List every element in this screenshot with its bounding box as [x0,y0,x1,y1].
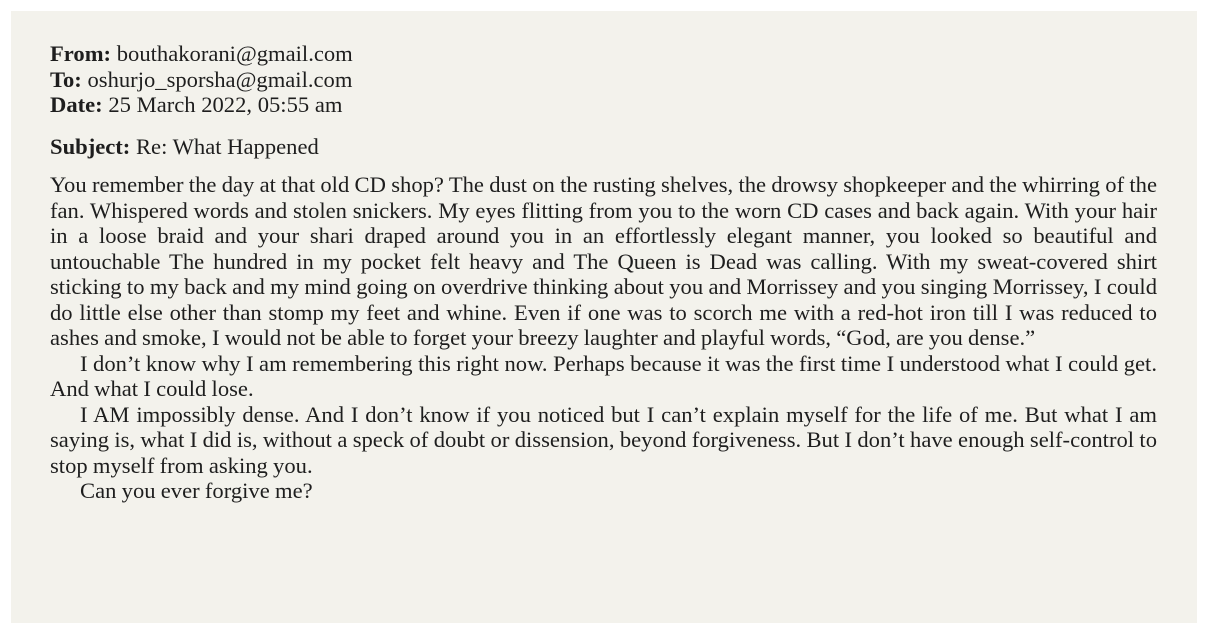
subject-label: Subject: [50,133,131,159]
date-label: Date: [50,92,103,117]
to-label: To: [50,66,82,92]
from-line [50,41,1157,67]
subject-line [50,134,1157,160]
to-line [50,67,1157,93]
body-paragraph: I AM impossibly dense. And I don’t know if you noticed but I can’t explain myself for the life of me. But what I am saying is, what I did is, without a speck of doubt or dissension, beyond forgiveness. But I don’t have enough self-control to stop myself from asking you. [50,401,1157,478]
email-card [11,11,1197,623]
body-paragraph: Can you ever forgive me? [80,478,313,503]
from-label: From: [50,41,112,66]
subject-value: Re: What Happened [135,133,319,159]
date-line [50,92,1157,118]
email-body [50,172,1157,504]
date-value: 25 March 2022, 05:55 am [108,92,343,117]
from-address: bouthakorani@gmail.com [116,41,353,66]
to-address: oshurjo_sporsha@gmail.com [87,66,353,92]
body-paragraph: I don’t know why I am remembering this right now. Perhaps because it was the first time I understood what I could get. And what I could lose. [50,350,1157,401]
email-headers [50,41,1157,118]
body-paragraph: You remember the day at that old CD shop? The dust on the rusting shelves, the drowsy shopkeeper and the whirring of the fan. Whispered words and stolen snickers. My eyes flitting from you to the worn CD cases and back again. With your hair in a loose braid and your shari draped around you in an effortlessly elegant manner, you looked so beautiful and untouchable The hundred in my pocket felt heavy and The Queen is Dead was calling. With my sweat-covered shirt sticking to my back and my mind going on overdrive thinking about you and Morrissey and you singing Morrissey, I could do little else other than stomp my feet and whine. Even if one was to scorch me with a red-hot iron till I was reduced to ashes and smoke, I would not be able to forget your breezy laughter and playful words, “God, are you dense.” [50,172,1157,350]
